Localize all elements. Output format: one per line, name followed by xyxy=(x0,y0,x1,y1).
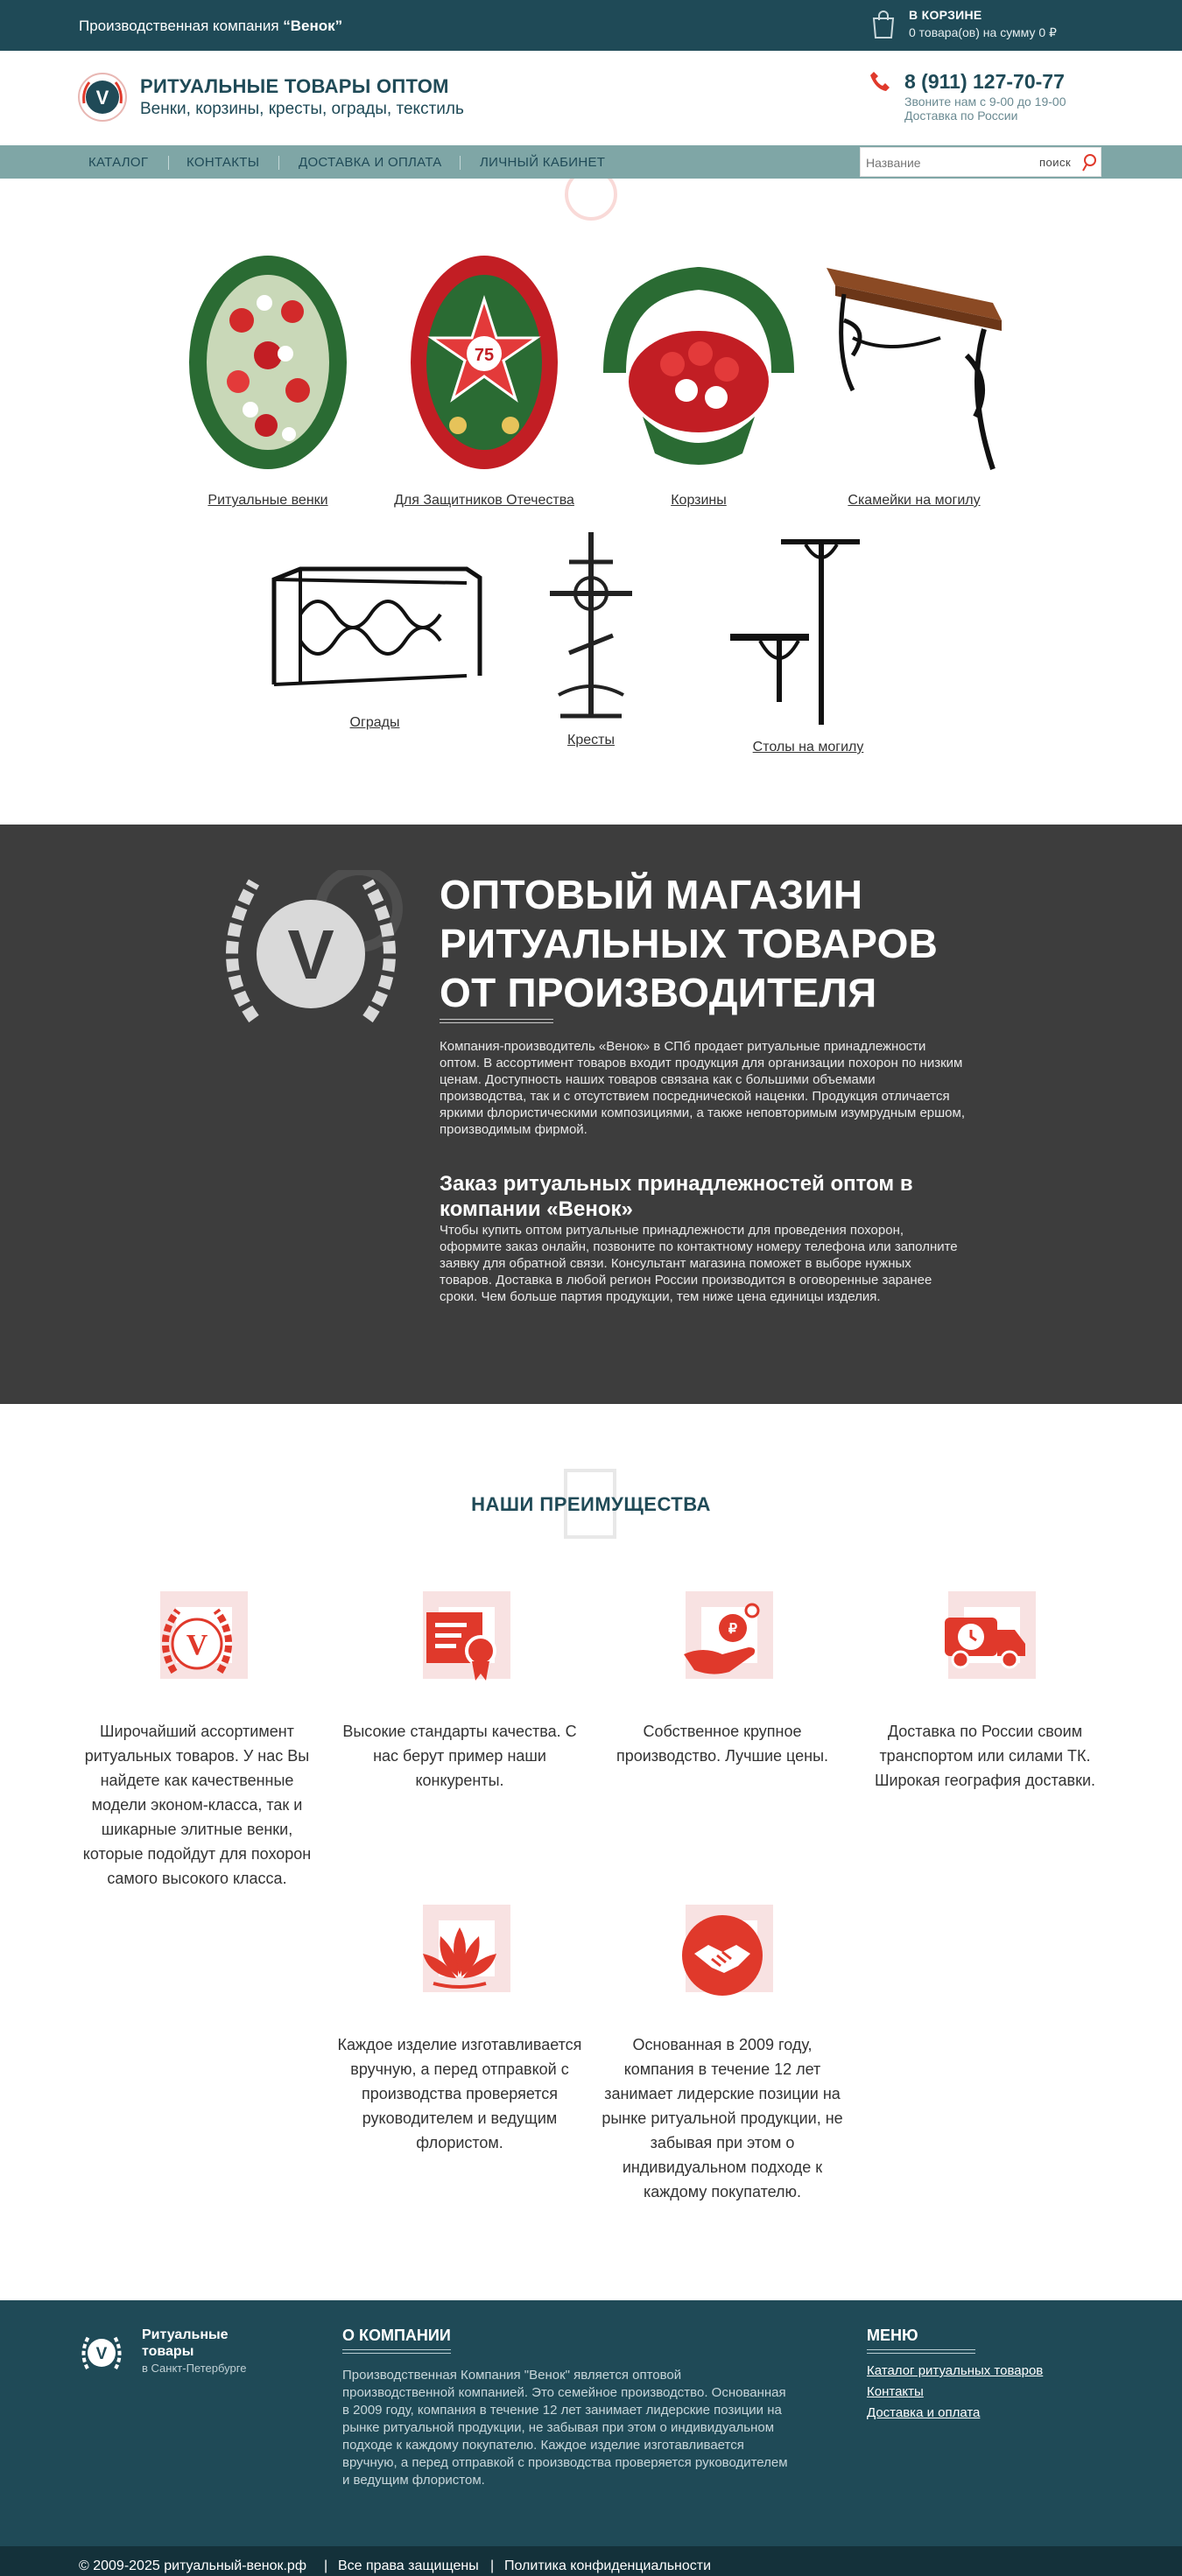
table-image xyxy=(725,536,891,728)
catalog-link[interactable]: Ритуальные венки xyxy=(208,493,328,508)
advantages-title: НАШИ ПРЕИМУЩЕСТВА xyxy=(471,1493,711,1515)
footer-menu-link[interactable]: Каталог ритуальных товаров xyxy=(867,2363,1044,2378)
top-bar xyxy=(0,0,1182,51)
watermark-logo-icon xyxy=(557,179,625,224)
shopping-bag-icon xyxy=(870,10,897,39)
site-subtitle: Венки, корзины, кресты, ограды, текстиль xyxy=(140,100,464,118)
lotus-icon xyxy=(414,1910,505,2001)
catalog-item[interactable] xyxy=(379,250,589,509)
cart-summary: 0 товара(ов) на сумму 0 ₽ xyxy=(909,25,1057,39)
footer-brand: Ритуальные товары xyxy=(142,2327,229,2359)
working-hours: Звоните нам с 9-00 до 19-00 xyxy=(904,95,1066,109)
bench-image xyxy=(818,250,1010,480)
advantage-item xyxy=(600,1591,845,1768)
cart-title: В КОРЗИНЕ xyxy=(909,8,982,22)
catalog-item[interactable] xyxy=(180,250,355,509)
catalog-link[interactable]: Для Защитников Отечества xyxy=(394,493,574,508)
catalog-link[interactable]: Ограды xyxy=(349,715,400,730)
company-name: Производственная компания “Венок” xyxy=(79,18,343,34)
catalog-item[interactable] xyxy=(725,536,891,755)
catalog-item[interactable] xyxy=(818,250,1010,509)
footer-logo-icon[interactable] xyxy=(79,2330,124,2376)
nav-divider xyxy=(278,156,279,170)
laurel-v-logo-icon xyxy=(219,870,403,1036)
advantage-item xyxy=(74,1591,320,1891)
bottom-divider: | xyxy=(324,2558,328,2573)
advantage-text: Собственное крупное производство. Лучшие цены. xyxy=(616,1723,829,1765)
advantage-text: Широчайший ассортимент ритуальных товаров. У нас Вы найдете как качественные модели эконом-класса, так и шикарные элитные венки, которые подойдут для похорон самого высокого класса. xyxy=(82,1723,312,1887)
about-paragraph: Чтобы купить оптом ритуальные принадлежности для проведения похорон, оформите заказ онлайн, позвоните по контактному номеру телефона или заполните заявку для обратной связи. Консультант магазина поможет в выборе нужных товаров. Доставка в любой регион России производится в оговоренные заранее сроки. Чем больше партия продукции, тем ниже цена единицы изделия. xyxy=(440,1223,958,1304)
nav-item-catalog[interactable]: КАТАЛОГ xyxy=(88,155,149,170)
logo-icon[interactable] xyxy=(77,72,128,123)
catalog-link[interactable]: Корзины xyxy=(671,493,727,508)
cross-image xyxy=(543,529,639,721)
nav-item-contacts[interactable]: КОНТАКТЫ xyxy=(186,155,260,170)
phone-icon xyxy=(869,70,891,93)
catalog-item[interactable] xyxy=(602,250,795,509)
catalog-item[interactable] xyxy=(265,562,484,731)
search-box xyxy=(860,147,1101,177)
svg-text:V: V xyxy=(186,1629,208,1661)
advantages-section xyxy=(0,1404,1182,2300)
site-title: РИТУАЛЬНЫЕ ТОВАРЫ ОПТОМ xyxy=(140,75,449,97)
search-input[interactable] xyxy=(866,153,1024,172)
advantage-item xyxy=(600,1905,845,2204)
about-paragraph: Компания-производитель «Венок» в СПб продает ритуальные принадлежности оптом. В ассортимент товаров входит продукция для организации похорон по низким ценам. Доступность наших товаров связана как с большими объемами производства, так и с отсутствием посреднической наценки. Продукция отличается яркими флористическими композициями, а также неповторимым изумрудным ершом, производимым фирмой. xyxy=(440,1039,965,1137)
advantage-item xyxy=(862,1591,1108,1793)
delivery-note: Доставка по России xyxy=(904,109,1018,123)
bottom-divider: | xyxy=(490,2558,495,2573)
footer-menu-link[interactable]: Доставка и оплата xyxy=(867,2405,981,2420)
hand-coin-icon xyxy=(677,1597,768,1688)
advantage-text: Основанная в 2009 году, компания в течение 12 лет занимает лидерские позиции на рынке ритуальной продукции, не забывая при этом о индивидуальном подходе к каждому покупателю. xyxy=(602,2036,843,2200)
copyright: © 2009-2025 ритуальный-венок.рф xyxy=(79,2558,306,2573)
privacy-policy-link[interactable]: Политика конфиденциальности xyxy=(504,2558,712,2573)
advantage-text: Каждое изделие изготавливается вручную, а перед отправкой с производства проверяется руководителем и ведущим флористом. xyxy=(337,2036,582,2151)
nav-item-account[interactable]: ЛИЧНЫЙ КАБИНЕТ xyxy=(480,155,606,170)
footer-underline xyxy=(867,2349,975,2354)
certificate-icon xyxy=(414,1597,505,1688)
catalog-section xyxy=(0,179,1182,825)
basket-image xyxy=(602,250,795,480)
wreath-v-icon xyxy=(151,1597,243,1688)
truck-clock-icon xyxy=(939,1597,1031,1688)
advantage-item xyxy=(337,1905,582,2155)
bottom-bar xyxy=(0,2546,1182,2576)
advantage-text: Доставка по России своим транспортом или силами ТК. Широкая география доставки. xyxy=(874,1723,1096,1789)
handshake-icon xyxy=(677,1910,768,2001)
svg-text:₽: ₽ xyxy=(728,1622,738,1637)
fence-image xyxy=(265,562,484,693)
header xyxy=(0,51,1182,145)
footer xyxy=(0,2300,1182,2546)
main-nav xyxy=(0,145,1182,179)
catalog-link[interactable]: Кресты xyxy=(567,733,615,748)
svg-text:V: V xyxy=(95,2345,108,2363)
catalog-link[interactable]: Столы на могилу xyxy=(752,740,864,755)
footer-menu-link[interactable]: Контакты xyxy=(867,2384,924,2399)
cart-widget[interactable] xyxy=(870,8,1080,43)
rights-text: Все права защищены xyxy=(338,2558,479,2573)
catalog-item[interactable] xyxy=(543,529,639,748)
footer-underline xyxy=(342,2349,451,2354)
nav-item-delivery[interactable]: ДОСТАВКА И ОПЛАТА xyxy=(299,155,442,170)
defenders-wreath-image xyxy=(405,250,563,480)
search-button[interactable]: поиск xyxy=(1039,156,1072,169)
svg-text:V: V xyxy=(95,87,109,109)
nav-divider xyxy=(168,156,169,170)
footer-about-title: О КОМПАНИИ xyxy=(342,2327,451,2344)
about-heading: ОПТОВЫЙ МАГАЗИН РИТУАЛЬНЫХ ТОВАРОВ ОТ ПРОИЗВОДИТЕЛЯ xyxy=(440,872,939,1015)
advantage-text: Высокие стандарты качества. С нас берут пример наши конкуренты. xyxy=(342,1723,577,1789)
footer-menu-title: МЕНЮ xyxy=(867,2327,918,2344)
phone-number[interactable]: 8 (911) 127-70-77 xyxy=(904,70,1065,93)
footer-about-text: Производственная Компания "Венок" является оптовой производственной компанией. Это семейное производство. Основанная в 2009 году, компания в течение 12 лет занимает лидерские позиции на рынке ритуальной продукции, не забывая при этом о индивидуальном подходе к каждому покупателю. Каждое изделие изготавливается вручную, а перед отправкой с производства проверяется руководителем и ведущим флористом. xyxy=(342,2368,788,2488)
search-icon[interactable] xyxy=(1081,153,1097,172)
funeral-wreath-image xyxy=(180,250,355,480)
catalog-link[interactable]: Скамейки на могилу xyxy=(848,493,981,508)
footer-city: в Санкт-Петербурге xyxy=(142,2362,247,2375)
svg-text:V: V xyxy=(287,916,334,993)
advantage-item xyxy=(337,1591,582,1793)
svg-text:75: 75 xyxy=(474,346,495,365)
about-subheading: Заказ ритуальных принадлежностей оптом в компании «Венок» xyxy=(440,1172,913,1221)
heading-underline xyxy=(440,1019,553,1023)
nav-divider xyxy=(460,156,461,170)
about-section xyxy=(0,825,1182,1404)
